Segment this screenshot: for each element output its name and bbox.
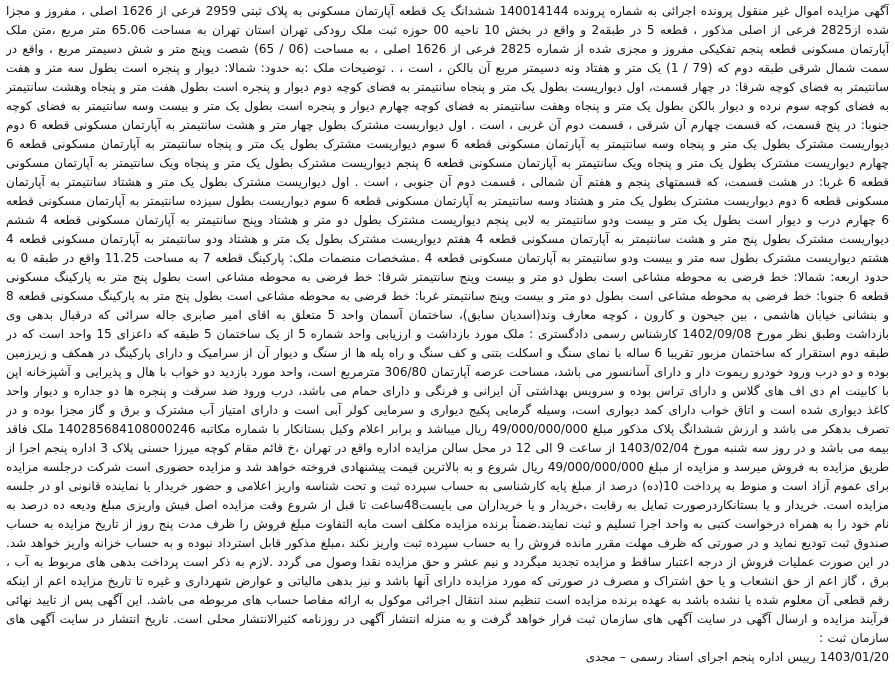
auction-notice-document <box>6 2 889 669</box>
notice-footer-signature: 1403/01/20 رییس اداره پنجم اجرای اسناد رسمی – مجدی <box>585 650 889 664</box>
notice-body-text: آگهی مزایده اموال غیر منقول پرونده اجرائی به شماره پرونده 140014144 ششدانگ یک قطعه آپارتمان مسکونی به پلاک ثبتی 2959 فرعی از 1626 اصلی ، مفروز و مجزا شده از2825 فرعی از اصلی مذکور ، قطعه 5 در طبقه2 و واقع در بخش 10 ناحیه 00 حوزه ثبت ملک رودکی تهران استان تهران به مساحت 65.06 متر مربع ،متن ملک آپارتمان مسکونی قطعه پنجم تفکیکی مفروز و مجزی شده از شماره 2825 فرعی از 1626 اصلی ، به مساحت (06 / 65) شصت وپنج متر و شش دسیمتر مربع ، واقع در سمت شمال شرقی طبقه دوم که (79 / 1) یک متر و هفتاد ونه دسیمتر مربع آن بالکن ، است ، . توضیحات ملک :به حدود: شمالا: دیوار و پنجره است بطول سه متر و هفت سانتیمتر به فضای کوچه شرقا: در چهار قسمت، اول دیواریست بطول یک متر و پنجاه سانتیمتر به فضای کوچه دوم دیوار و پنجره است بطول هفت متر و پنجاه وهشت سانتیمتر به فضای کوچه سوم نرده و دیوار بالکن بطول یک متر و پنجاه وهفت سانتیمتر به فضای کوچه چهارم دیوار و پنجره است بطول یک متر و بیست وسه سانتیمتر به فضای کوچه جنوبا: در پنج قسمت، که قسمت چهارم آن شرقی ، قسمت دوم آن غربی ، است . اول دیواریست مشترک بطول چهار متر و هشت سانتیمتر به آپارتمان مسکونی قطعه 6 دوم دیواریست مشترک بطول یک متر و پنجاه وسه سانتیمتر به آپارتمان مسکونی قطعه 6 سوم دیواریست مشترک بطول یک متر و پنجاه سانتیمتر به آپارتمان مسکونی قطعه 6 چهارم دیواریست مشترک بطول یک متر و پنجاه ویک سانتیمتر به آپارتمان مسکونی قطعه 6 پنجم دیواریست مشترک بطول یک متر و پنجاه ویک سانتیمتر به آپارتمان مسکونی قطعه 6 غربا: در هشت قسمت، که قسمتهای پنجم و هفتم آن شمالی ، قسمت دوم آن جنوبی ، است . اول دیواریست مشترک بطول یک متر و هشتاد سانتیمتر به آپارتمان مسکونی قطعه 6 دوم دیواریست مشترک بطول یک متر و هشتاد وسه سانتیمتر به آپارتمان مسکونی قطعه 6 سوم دیواریست بطول سیزده سانتیمتر به آپارتمان مسکونی قطعه 6 چهارم درب و دیوار است بطول یک متر و بیست ودو سانتیمتر به لابی پنجم دیواریست مشترک بطول دو متر و هشتاد وپنج سانتیمتر به آپارتمان مسکونی قطعه 4 ششم دیواریست مشترک بطول پنج متر و هشت سانتیمتر به آپارتمان مسکونی قطعه 4 هفتم دیواریست مشترک بطول یک متر و هشتاد ودو سانتیمتر به آپارتمان مسکونی قطعه 4 هشتم دیواریست مشترک بطول سه متر و بیست ودو سانتیمتر به آپارتمان مسکونی قطعه 4 .مشخصات منضمات ملک: پارکینگ قطعه 7 به مساحت 11.25 واقع در طبقه 0 به حدود اربعه: شمالا: خط فرضی به محوطه مشاعی است بطول دو متر و بیست وپنج سانتیمتر شرقا: خط فرضی به محوطه مشاعی است بطول پنج متر به پارکینگ مسکونی قطعه 6 جنوبا: خط فرضی به محوطه مشاعی است بطول دو متر و بیست وپنج سانتیمتر غربا: خط فرضی به محوطه مشاعی است بطول پنج متر به پارکینگ مسکونی قطعه 8 و بنشانی خیابان هاشمی ، بین جیحون و کارون ، کوچه معارف وند(اسدیان سابق)، ساختمان آسمان واحد 5 متعلق به اقای امیر صابری جاله سرائی که درقبال بدهی وی بازداشت وطبق نظر مورخ 1402/09/08 کارشناس رسمی دادگستری : ملک مورد بازداشت و ارزیابی واحد شماره 5 از یک ساختمان 5 طبقه که داعزای 15 واحد است که در طبقه دوم استقرار که ساختمان مزبور تقریبا 6 ساله با نمای سنگ و اسکلت بتنی و کف سنگ و راه پله ها از سنگ و دیوار آن از سرامیک و دارای پارکینگ در همکف و زیرزمین بوده و دو درب ورود خودرو ریموت دار و دارای آسانسور می باشد، مساحت عرصه آپارتمان 306/80 مترمربع است، واحد مورد بازدید دو خواب با هال و پذیرایی و آشپزخانه اپن با کابینت ام دی اف های گلاس و دارای تراس بوده و سرویس بهداشتی آن ایرانی و فرنگی و دارای حمام می باشد، درب ورود ضد سرقت و پنجره ها دو جداره و دیوار واحد کاغذ دیواری شده است و اتاق خواب دارای کمد دیواری است، وسیله گرمایی پکیج دیواری و سرمایی کولر آبی است و دارای امتیاز آب مشترک و برق و گاز مجزا بوده و در تصرف بدهکر می باشد و ارزش ششدانگ پلاک مذکور مبلغ 49/000/000/000 ریال میباشد و برابر اعلام وکیل بستانکار با شماره مکاتبه 140285684108000246 ملک فاقد بیمه می باشد و در روز سه شنبه مورخ 1403/02/04 از ساعت 9 الی 12 در محل سالن مزایده اداره واقع در تهران ،خ قائم مقام کوچه میرزا حسنی پلاک 3 اداره پنجم اجرا از طریق مزایده به فروش میرسد و مزایده از مبلغ 49/000/000/000 ریال شروع و به بالاترین قیمت پیشنهادی فروخته خواهد شد و مزایده حضوری است شرکت درجلسه مزایده برای عموم آزاد است و منوط به پرداخت 10(ده) درصد از مبلغ پایه کارشناسی به حساب سپرده ثبت و تحت شناسه واریز اعلامی و حضور خریدار یا نماینده قانونی او در جلسه مزایده است. خریدار و یا بستانکاردرصورت تمایل به رقابت ،خریدار و یا خریداران می بایست48ساعت تا قبل از شروع وقت مزایده اصل فیش واریزی مبلغ ودیعه ده درصد به نام خود را به همراه درخواست کتبی به واحد اجرا تسلیم و ثبت نمایند.ضمناً برنده مزایده مکلف است مابه التفاوت مبلغ فروش را ظرف مدت پنج روز از تاریخ مزایده به حساب صندوق ثبت تودیع نماید و در صورتی که ظرف مهلت مقرر مانده فروش را به حساب سپرده ثبت واریز نکند ،مبلغ مذکور قابل استرداد نبوده و به حساب خزانه واریز خواهد شد. در این صورت عملیات فروش از درجه اعتبار ساقط و مزایده تجدید میگردد و نیم عشر و حق مزایده نقدا وصول می گردد .لازم به ذکر است پرداخت بدهی های مربوط به آب ، برق ، گاز اعم از حق انشعاب و یا حق اشتراک و مصرف در صورتی که مورد مزایده دارای آنها باشد و نیز بدهی مالیاتی و عوارض شهرداری و غیره تا تاریخ مزایده اعم از اینکه رقم قطعی آن معلوم شده یا نشده باشد به عهده برنده مزایده است تنظیم سند انتقال اجرائی موکول به ارائه مفاصا حساب های مربوطه می باشد. این آگهی پس از تایید نهائی فرآیند مزایده و ارسال آگهی در سایت آگهی های سازمان ثبت قرار خواهد گرفت و به منزله انتشار آگهی در روزنامه کثیرالانتشار محلی است. تاریخ انتشار در سایت آگهی های سازمان ثبت : <box>6 4 889 645</box>
